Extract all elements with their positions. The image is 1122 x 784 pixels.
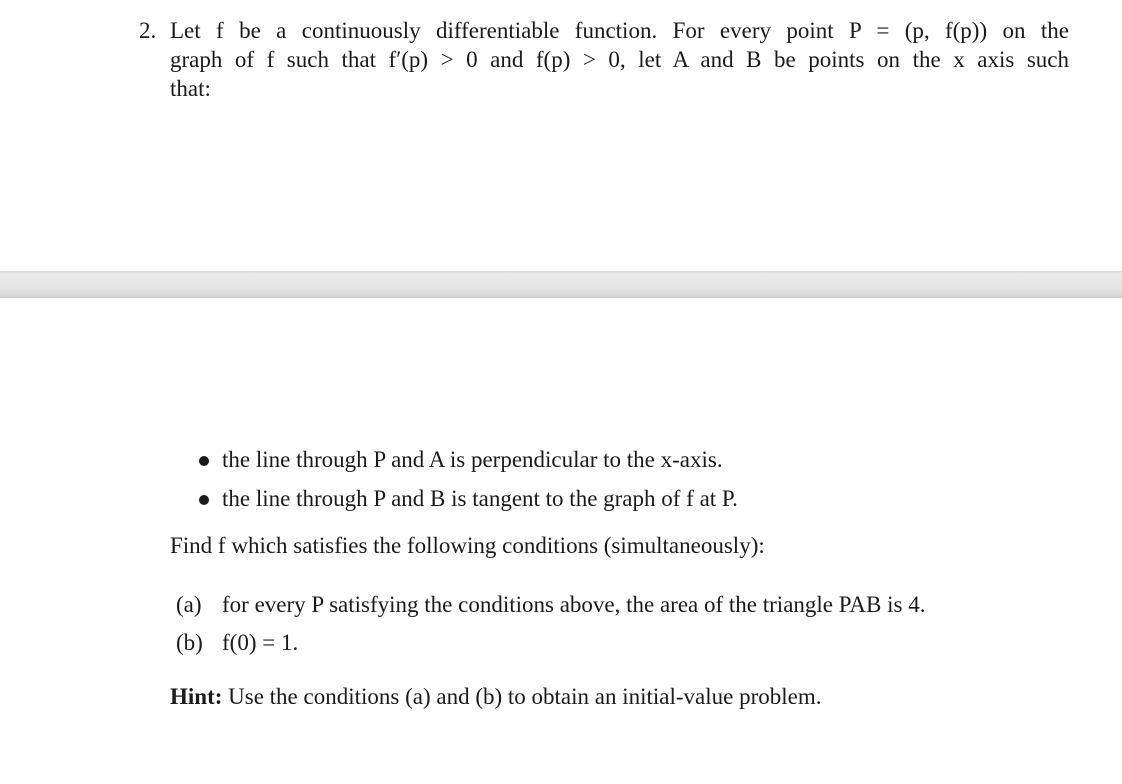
find-instruction: Find f which satisfies the following conditions (simultaneously):	[170, 533, 765, 558]
condition-label: (a)	[176, 592, 202, 617]
conditions-list	[176, 589, 925, 665]
intro-line-1: Let f be a continuously differentiable function. For every point P = (p, f(p)) on the	[170, 18, 1069, 43]
bullet-icon	[199, 456, 209, 466]
intro-line-3: that:	[170, 76, 211, 101]
hint	[170, 684, 822, 710]
bullet-text: the line through P and A is perpendicular to the x-axis.	[222, 447, 723, 472]
problem-number: 2.	[139, 18, 157, 43]
hint-text: Use the conditions (a) and (b) to obtain an initial-value problem.	[228, 684, 822, 709]
list-item	[176, 589, 925, 627]
hint-label: Hint:	[170, 684, 223, 709]
condition-text: for every P satisfying the conditions above, the area of the triangle PAB is 4.	[222, 592, 926, 617]
problem-statement	[139, 16, 1069, 103]
page-break-separator	[0, 271, 1122, 298]
list-item	[196, 482, 738, 521]
point-conditions-list	[196, 443, 738, 521]
list-item	[176, 627, 925, 665]
bullet-icon	[199, 495, 209, 505]
bullet-text: the line through P and B is tangent to the graph of f at P.	[222, 486, 738, 511]
condition-text: f(0) = 1.	[222, 630, 299, 655]
condition-label: (b)	[176, 630, 203, 655]
intro-line-2: graph of f such that f′(p) > 0 and f(p) > 0, let A and B be points on the x axis such	[170, 47, 1069, 72]
list-item	[196, 443, 738, 482]
problem-intro-text	[170, 16, 1069, 103]
